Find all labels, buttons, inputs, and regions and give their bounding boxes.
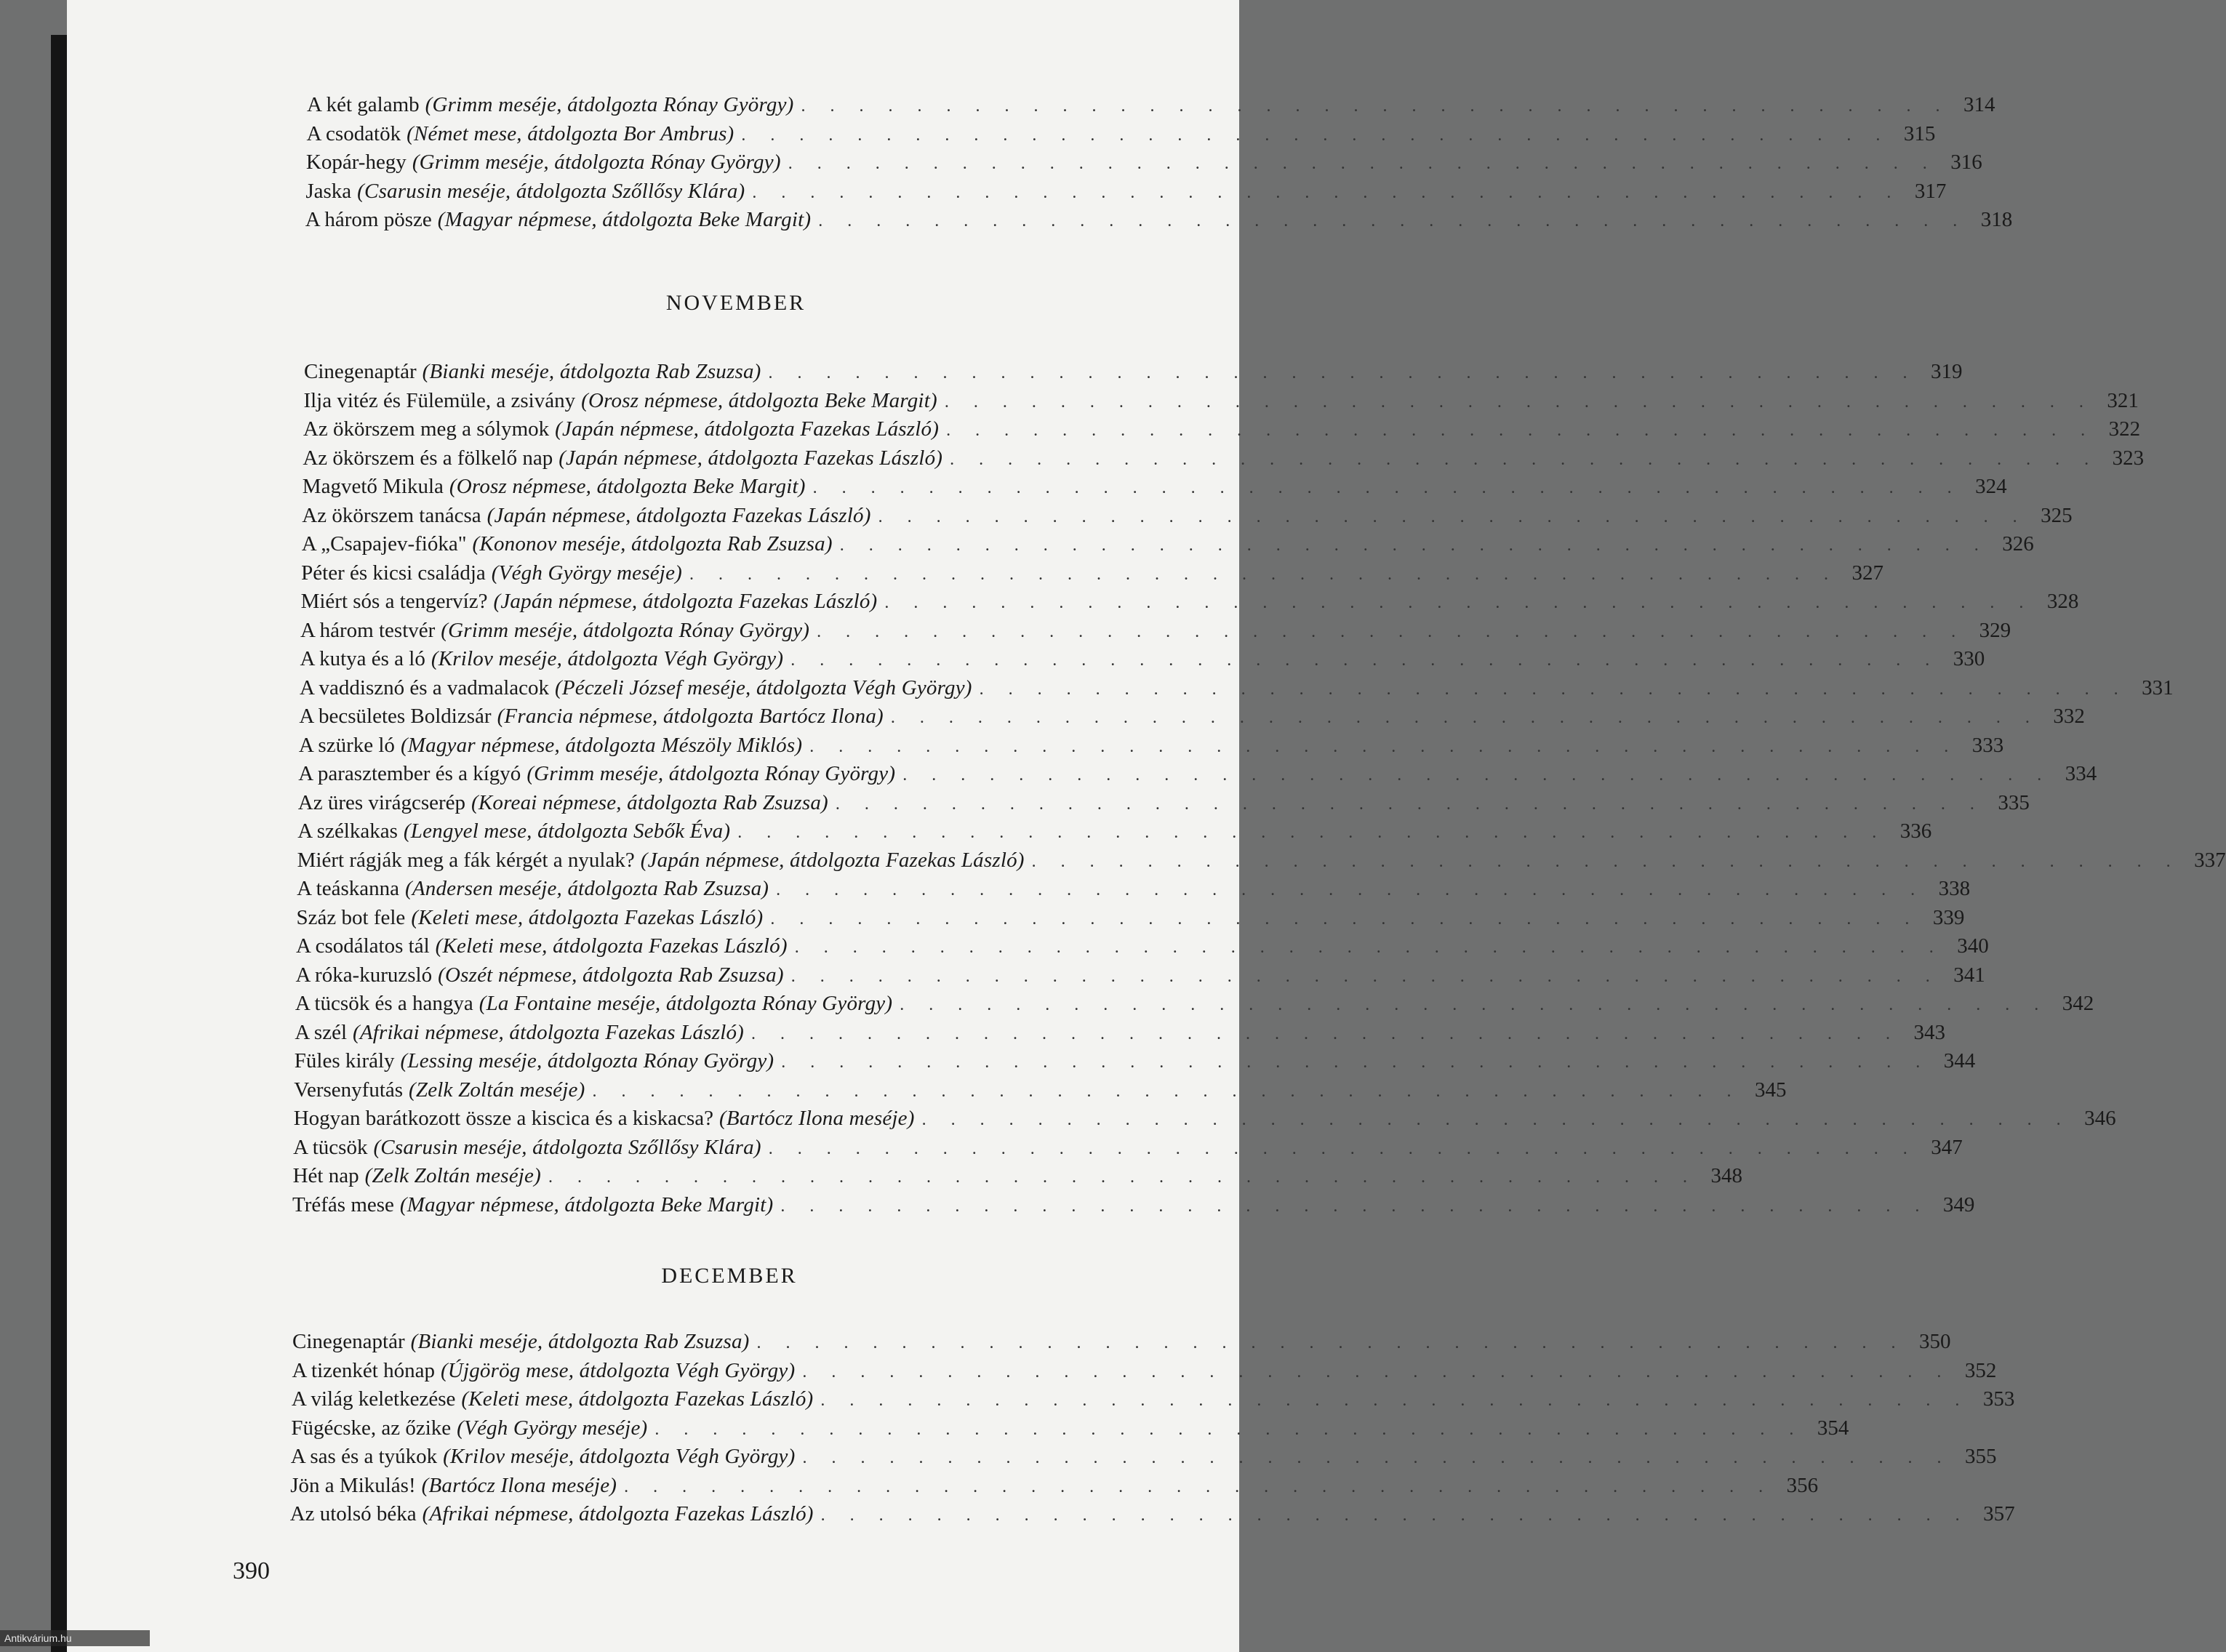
toc-entry xyxy=(291,1414,1849,1442)
dot-leader: . . . . . . . . . . . . . . . . . . . . . . . . . . . . . . . . . . . . . . . . xyxy=(689,564,1838,584)
entry-title: A kutya és a ló xyxy=(300,647,425,670)
entry-title: Miért rágják meg a fák kérgét a nyulak? xyxy=(297,848,635,872)
toc-entry xyxy=(300,617,2011,644)
toc-entry xyxy=(300,645,1985,673)
entry-page-number: 314 xyxy=(1963,93,1995,116)
entry-credit: (Keleti mese, átdolgozta Fazekas László) xyxy=(461,1387,814,1411)
entry-title: A három pösze xyxy=(305,208,432,231)
entry-page-number: 319 xyxy=(1931,360,1963,383)
entry-title: Füles király xyxy=(294,1049,395,1072)
dot-leader: . . . . . . . . . . . . . . . . . . . . . . . . . . . . . . . . . . . . . . . . xyxy=(802,1362,1952,1382)
entry-title: Cinegenaptár xyxy=(304,360,417,383)
toc-entry xyxy=(299,702,2085,730)
dot-leader: . . . . . . . . . . . . . . . . . . . . . . . . . . . . . . . . . . . . . . . . xyxy=(654,1419,1804,1439)
entry-title: Kopár-hegy xyxy=(305,151,407,174)
toc-entry xyxy=(305,206,2013,233)
dot-leader: . . . . . . . . . . . . . . . . . . . . . . . . . . . . . . . . . . . . . . . . xyxy=(794,938,1944,957)
entry-page-number: 315 xyxy=(1903,121,1936,145)
entry-credit: (Magyar népmese, átdolgozta Mészöly Miklós) xyxy=(400,733,803,757)
entry-page-number: 324 xyxy=(1975,475,2007,498)
entry-credit: (Keleti mese, átdolgozta Fazekas László) xyxy=(411,905,764,929)
dot-leader: . . . . . . . . . . . . . . . . . . . . . . . . . . . . . . . . . . . . . . . . xyxy=(835,794,1985,814)
entry-credit: (Oszét népmese, átdolgozta Rab Zsuzsa) xyxy=(438,963,784,987)
toc-entry xyxy=(291,1385,2015,1413)
toc-entry xyxy=(305,148,1982,176)
toc-entry xyxy=(294,1076,1787,1104)
entry-page-number: 336 xyxy=(1899,819,1932,843)
dot-leader: . . . . . . . . . . . . . . . . . . . . . . . . . . . . . . . . . . . . . . . . xyxy=(839,536,1989,555)
entry-credit: (Újgörög mese, átdolgozta Végh György) xyxy=(440,1358,796,1382)
entry-title: A parasztember és a kígyó xyxy=(298,762,521,785)
entry-page-number: 322 xyxy=(2108,417,2141,441)
entry-title: A világ keletkezése xyxy=(291,1387,456,1411)
entry-title: Ilja vitéz és Fülemüle, a zsivány xyxy=(303,388,576,412)
entry-title: A „Csapajev-fióka" xyxy=(301,532,467,556)
entry-credit: (Csarusin meséje, átdolgozta Szőllősy Klára) xyxy=(373,1135,761,1159)
toc-entry xyxy=(306,120,1936,148)
toc-entry xyxy=(295,1019,1946,1046)
entry-credit: (Magyar népmese, átdolgozta Beke Margit) xyxy=(399,1192,774,1216)
entry-title: A tizenkét hónap xyxy=(292,1358,435,1382)
entry-page-number: 357 xyxy=(1983,1502,2015,1525)
entry-credit: (Magyar népmese, átdolgozta Beke Margit) xyxy=(437,208,812,231)
entry-title: Az üres virágcserép xyxy=(297,790,466,814)
entry-credit: (Csarusin meséje, átdolgozta Szőllősy Klára) xyxy=(357,179,745,203)
entry-page-number: 330 xyxy=(1953,647,1985,670)
entry-page-number: 331 xyxy=(2142,675,2174,699)
entry-title: Fügécske, az őzike xyxy=(291,1416,452,1440)
entry-credit: (Péczeli József meséje, átdolgozta Végh György) xyxy=(555,675,972,699)
toc-entry xyxy=(303,444,2145,472)
toc-entry xyxy=(292,1357,1997,1384)
dot-leader: . . . . . . . . . . . . . . . . . . . . . . . . . . . . . . . . . . . . . . . . xyxy=(756,1334,1906,1352)
dot-leader: . . . . . . . . . . . . . . . . . . . . . . . . . . . . . . . . . . . . . . . . xyxy=(944,392,2094,412)
entry-title: A három testvér xyxy=(300,618,436,642)
entry-title: Az utolsó béka xyxy=(289,1502,417,1525)
toc-entry xyxy=(297,875,1971,902)
dot-leader: . . . . . . . . . . . . . . . . . . . . . . . . . . . . . . . . . . . . . . . . xyxy=(780,1196,1930,1216)
toc-entry xyxy=(298,760,2097,787)
entry-credit: (Lessing meséje, átdolgozta Rónay György) xyxy=(400,1049,774,1072)
entry-page-number: 317 xyxy=(1914,179,1947,203)
dot-leader: . . . . . . . . . . . . . . . . . . . . . . . . . . . . . . . . . . . . . . . . xyxy=(902,766,2052,785)
dot-leader: . . . . . . . . . . . . . . . . . . . . . . . . . . . . . . . . . . . . . . . . xyxy=(946,421,2096,440)
entry-credit: (Afrikai népmese, átdolgozta Fazekas László) xyxy=(353,1020,745,1044)
entry-credit: (Bartócz Ilona meséje) xyxy=(421,1473,617,1497)
entry-page-number: 334 xyxy=(2065,762,2097,785)
entry-page-number: 328 xyxy=(2046,590,2079,613)
dot-leader: . . . . . . . . . . . . . . . . . . . . . . . . . . . . . . . . . . . . . . . . xyxy=(776,881,1926,899)
entry-page-number: 326 xyxy=(2002,532,2034,556)
toc-entry xyxy=(297,789,2030,817)
toc-entry xyxy=(301,530,2034,558)
entry-page-number: 349 xyxy=(1942,1192,1975,1216)
entry-page-number: 318 xyxy=(1980,208,2013,231)
page-number: 390 xyxy=(233,1557,270,1584)
entry-title: Miért sós a tengervíz? xyxy=(300,590,488,613)
entry-credit: (Orosz népmese, átdolgozta Beke Margit) xyxy=(449,475,806,498)
entry-credit: (Végh György meséje) xyxy=(457,1416,648,1440)
entry-title: A sas és a tyúkok xyxy=(290,1445,438,1468)
dot-leader: . . . . . . . . . . . . . . . . . . . . . . . . . . . . . . . . . . . . . . . . xyxy=(878,507,2027,526)
entry-page-number: 350 xyxy=(1919,1330,1951,1353)
toc-entry xyxy=(297,846,2226,874)
entry-title: Az ökörszem és a fölkelő nap xyxy=(303,446,553,470)
entry-title: Péter és kicsi családja xyxy=(301,561,486,585)
toc-entry xyxy=(300,588,2079,615)
entry-credit: (Grimm meséje, átdolgozta Rónay György) xyxy=(412,151,781,174)
dot-leader: . . . . . . . . . . . . . . . . . . . . . . . . . . . . . . . . . . . . . . . . xyxy=(802,1448,1952,1467)
entry-page-number: 356 xyxy=(1786,1473,1819,1497)
entry-page-number: 327 xyxy=(1851,561,1883,585)
dot-leader: . . . . . . . . . . . . . . . . . . . . . . . . . . . . . . . . . . . . . . . . xyxy=(979,679,2129,699)
entry-page-number: 333 xyxy=(1971,733,2004,757)
dot-leader: . . . . . . . . . . . . . . . . . . . . . . . . . . . . . . . . . . . . . . . . xyxy=(790,966,1940,986)
entry-page-number: 339 xyxy=(1932,905,1965,929)
entry-title: A szélkakas xyxy=(297,819,398,843)
entry-page-number: 352 xyxy=(1964,1358,1997,1382)
entry-credit: (Japán népmese, átdolgozta Fazekas László) xyxy=(493,590,878,613)
dot-leader: . . . . . . . . . . . . . . . . . . . . . . . . . . . . . . . . . . . . . . . . xyxy=(1031,851,2181,871)
dot-leader: . . . . . . . . . . . . . . . . . . . . . . . . . . . . . . . . . . . . . . . . xyxy=(818,212,1968,230)
entry-credit: (Afrikai népmese, átdolgozta Fazekas László) xyxy=(422,1502,814,1525)
dot-leader: . . . . . . . . . . . . . . . . . . . . . . . . . . . . . . . . . . . . . . . . xyxy=(921,1110,2071,1129)
toc-entry xyxy=(292,1162,1742,1190)
entry-page-number: 335 xyxy=(1998,790,2030,814)
entry-page-number: 345 xyxy=(1754,1078,1787,1102)
toc-entry xyxy=(296,904,1965,931)
entry-page-number: 348 xyxy=(1710,1164,1742,1187)
toc-entry xyxy=(302,502,2073,529)
dot-leader: . . . . . . . . . . . . . . . . . . . . . . . . . . . . . . . . . . . . . . . . xyxy=(950,449,2099,469)
dot-leader: . . . . . . . . . . . . . . . . . . . . . . . . . . . . . . . . . . . . . . . . xyxy=(820,1391,1970,1410)
entry-title: A szél xyxy=(295,1020,348,1044)
toc-entry xyxy=(293,1104,2116,1132)
toc-entry xyxy=(304,358,1963,385)
entry-title: Az ökörszem tanácsa xyxy=(302,503,481,527)
entry-title: Magvető Mikula xyxy=(302,475,444,498)
dot-leader: . . . . . . . . . . . . . . . . . . . . . . . . . . . . . . . . . . . . . . . . xyxy=(751,1024,1901,1043)
toc-entry xyxy=(301,559,1883,587)
entry-page-number: 340 xyxy=(1957,934,1989,958)
dot-leader: . . . . . . . . . . . . . . . . . . . . . . . . . . . . . . . . . . . . . . . . xyxy=(770,909,1920,929)
entry-title: A tücsök xyxy=(293,1135,368,1159)
entry-credit: (Krilov meséje, átdolgozta Végh György) xyxy=(431,647,784,670)
dot-leader: . . . . . . . . . . . . . . . . . . . . . . . . . . . . . . . . . . . . . . . . xyxy=(788,154,1937,173)
dot-leader: . . . . . . . . . . . . . . . . . . . . . . . . . . . . . . . . . . . . . . . . xyxy=(817,622,1966,641)
dot-leader: . . . . . . . . . . . . . . . . . . . . . . . . . . . . . . . . . . . . . . . . xyxy=(548,1168,1697,1187)
entry-page-number: 353 xyxy=(1982,1387,2015,1411)
entry-credit: (Kononov meséje, átdolgozta Rab Zsuzsa) xyxy=(472,532,833,556)
entry-credit: (Bartócz Ilona meséje) xyxy=(719,1107,915,1130)
dot-leader: . . . . . . . . . . . . . . . . . . . . . . . . . . . . . . . . . . . . . . . . xyxy=(820,1506,1970,1525)
section-heading: DECEMBER xyxy=(661,1264,798,1288)
entry-page-number: 354 xyxy=(1817,1416,1849,1440)
entry-credit: (Bianki meséje, átdolgozta Rab Zsuzsa) xyxy=(410,1330,750,1353)
entry-title: Az ökörszem meg a sólymok xyxy=(303,417,550,441)
toc-entry xyxy=(297,817,1932,845)
toc-entry xyxy=(295,961,1985,989)
entry-title: Hét nap xyxy=(292,1164,359,1187)
dot-leader: . . . . . . . . . . . . . . . . . . . . . . . . . . . . . . . . . . . . . . . . xyxy=(900,995,2049,1014)
entry-page-number: 338 xyxy=(1938,877,1971,900)
entry-credit: (Japán népmese, átdolgozta Fazekas László) xyxy=(640,848,1025,872)
toc-entry xyxy=(302,473,2007,500)
watermark: Antikvárium.hu xyxy=(0,1630,150,1646)
dot-leader: . . . . . . . . . . . . . . . . . . . . . . . . . . . . . . . . . . . . . . . . xyxy=(741,125,1891,145)
dot-leader: . . . . . . . . . . . . . . . . . . . . . . . . . . . . . . . . . . . . . . . . xyxy=(801,97,1950,116)
entry-credit: (Végh György meséje) xyxy=(491,561,682,585)
toc-entry xyxy=(305,177,1947,205)
entry-page-number: 343 xyxy=(1913,1020,1946,1044)
entry-title: A róka-kuruzsló xyxy=(295,963,433,987)
toc-entry xyxy=(292,1328,1951,1355)
entry-title: A tücsök és a hangya xyxy=(295,992,473,1015)
section-heading: NOVEMBER xyxy=(665,291,806,315)
dot-leader: . . . . . . . . . . . . . . . . . . . . . . . . . . . . . . . . . . . . . . . . xyxy=(768,364,1918,382)
entry-title: A teáskanna xyxy=(297,877,400,900)
entry-credit: (Grimm meséje, átdolgozta Rónay György) xyxy=(527,762,896,785)
entry-page-number: 337 xyxy=(2194,848,2226,872)
toc-entry xyxy=(299,674,2174,702)
entry-credit: (La Fontaine meséje, átdolgozta Rónay György) xyxy=(479,992,893,1015)
dot-leader: . . . . . . . . . . . . . . . . . . . . . . . . . . . . . . . . . . . . . . . . xyxy=(768,1139,1918,1158)
entry-credit: (Japán népmese, átdolgozta Fazekas László) xyxy=(487,503,871,527)
entry-title: A csodálatos tál xyxy=(296,934,430,958)
toc-entry xyxy=(289,1500,2015,1528)
entry-title: A szürke ló xyxy=(298,733,395,757)
entry-credit: (Japán népmese, átdolgozta Fazekas László) xyxy=(555,417,940,441)
entry-credit: (Német mese, átdolgozta Bor Ambrus) xyxy=(407,121,734,145)
toc-entry xyxy=(296,932,1989,960)
dot-leader: . . . . . . . . . . . . . . . . . . . . . . . . . . . . . . . . . . . . . . . . xyxy=(884,593,2034,612)
entry-title: A csodatök xyxy=(306,121,401,145)
entry-title: Hogyan barátkozott össze a kiscica és a kiskacsa? xyxy=(293,1107,714,1130)
entry-page-number: 325 xyxy=(2041,503,2073,527)
entry-credit: (Grimm meséje, átdolgozta Rónay György) xyxy=(425,93,794,116)
dot-leader: . . . . . . . . . . . . . . . . . . . . . . . . . . . . . . . . . . . . . . . . xyxy=(890,708,2040,727)
entry-title: Száz bot fele xyxy=(296,905,406,929)
entry-credit: (Keleti mese, átdolgozta Fazekas László) xyxy=(435,934,788,958)
entry-title: A vaddisznó és a vadmalacok xyxy=(299,675,549,699)
toc-entry xyxy=(292,1191,1975,1219)
entry-credit: (Zelk Zoltán meséje) xyxy=(409,1078,585,1102)
entry-credit: (Japán népmese, átdolgozta Fazekas László) xyxy=(558,446,943,470)
entry-title: Jaska xyxy=(305,179,352,203)
toc-entry xyxy=(294,1047,1976,1075)
toc-entry xyxy=(298,731,2004,759)
entry-credit: (Francia népmese, átdolgozta Bartócz Ilona) xyxy=(497,705,884,728)
entry-page-number: 332 xyxy=(2053,705,2085,728)
dot-leader: . . . . . . . . . . . . . . . . . . . . . . . . . . . . . . . . . . . . . . . . xyxy=(737,823,1887,842)
entry-title: Cinegenaptár xyxy=(292,1330,405,1353)
entry-title: A becsületes Boldizsár xyxy=(299,705,492,728)
entry-credit: (Andersen meséje, átdolgozta Rab Zsuzsa) xyxy=(405,877,769,900)
entry-page-number: 344 xyxy=(1943,1049,1976,1072)
dot-leader: . . . . . . . . . . . . . . . . . . . . . . . . . . . . . . . . . . . . . . . . xyxy=(752,183,1902,202)
entry-title: Tréfás mese xyxy=(292,1192,394,1216)
entry-credit: (Orosz népmese, átdolgozta Beke Margit) xyxy=(581,388,937,412)
entry-page-number: 347 xyxy=(1931,1135,1963,1159)
dot-leader: . . . . . . . . . . . . . . . . . . . . . . . . . . . . . . . . . . . . . . . . xyxy=(781,1053,1931,1072)
entry-credit: (Krilov meséje, átdolgozta Végh György) xyxy=(443,1445,796,1468)
entry-credit: (Bianki meséje, átdolgozta Rab Zsuzsa) xyxy=(422,360,761,383)
entry-credit: (Koreai népmese, átdolgozta Rab Zsuzsa) xyxy=(471,790,828,814)
dot-leader: . . . . . . . . . . . . . . . . . . . . . . . . . . . . . . . . . . . . . . . . xyxy=(592,1081,1742,1101)
toc-entry xyxy=(295,990,2094,1017)
toc-entry xyxy=(293,1134,1963,1161)
dot-leader: . . . . . . . . . . . . . . . . . . . . . . . . . . . . . . . . . . . . . . . . xyxy=(790,651,1940,670)
dot-leader: . . . . . . . . . . . . . . . . . . . . . . . . . . . . . . . . . . . . . . . . xyxy=(809,737,1959,756)
entry-page-number: 341 xyxy=(1953,963,1985,987)
entry-credit: (Zelk Zoltán meséje) xyxy=(364,1164,541,1187)
toc-entry xyxy=(303,387,2139,414)
entry-title: A két galamb xyxy=(307,93,420,116)
entry-title: Jön a Mikulás! xyxy=(290,1473,416,1497)
entry-credit: (Grimm meséje, átdolgozta Rónay György) xyxy=(441,618,810,642)
entry-page-number: 323 xyxy=(2112,446,2145,470)
dot-leader: . . . . . . . . . . . . . . . . . . . . . . . . . . . . . . . . . . . . . . . . xyxy=(624,1477,1774,1496)
entry-title: Versenyfutás xyxy=(294,1078,404,1102)
entry-page-number: 321 xyxy=(2107,388,2139,412)
dot-leader: . . . . . . . . . . . . . . . . . . . . . . . . . . . . . . . . . . . . . . . . xyxy=(812,478,1962,497)
toc-entry xyxy=(290,1443,1997,1470)
entry-page-number: 329 xyxy=(1979,618,2011,642)
entry-page-number: 355 xyxy=(1965,1445,1997,1468)
entry-page-number: 342 xyxy=(2062,992,2094,1015)
toc-entry xyxy=(303,415,2141,443)
toc-entry xyxy=(290,1472,1819,1499)
entry-credit: (Lengyel mese, átdolgozta Sebők Éva) xyxy=(403,819,731,843)
entry-page-number: 316 xyxy=(1950,151,1982,174)
toc-entry xyxy=(307,91,1995,119)
entry-page-number: 346 xyxy=(2084,1107,2116,1130)
